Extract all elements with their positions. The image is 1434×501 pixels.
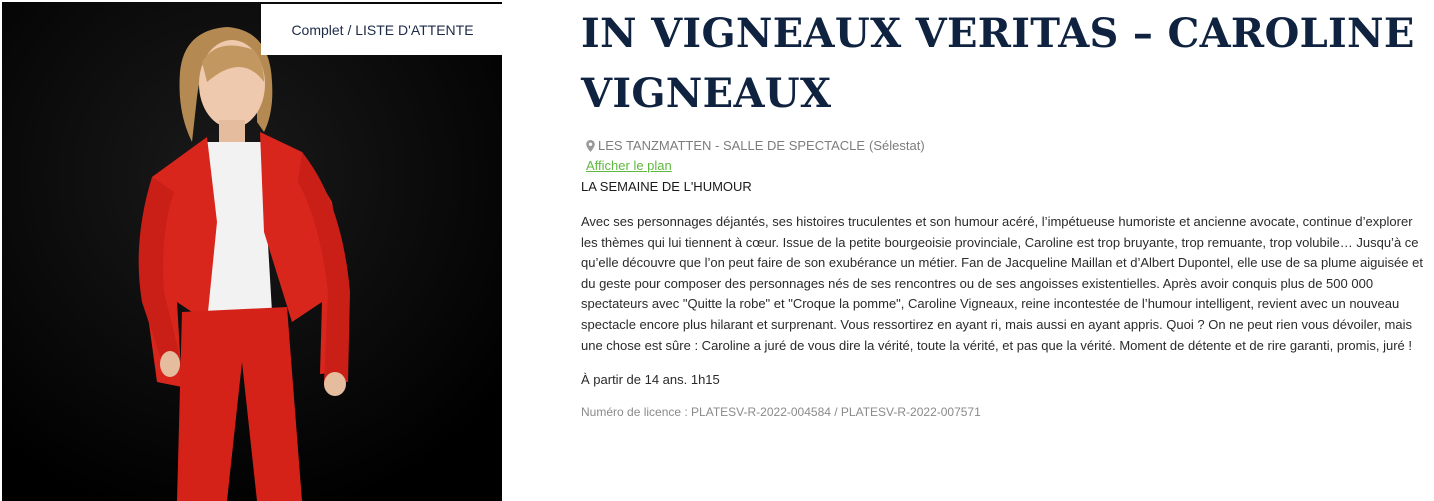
status-badge: Complet / LISTE D'ATTENTE [261, 4, 502, 55]
event-category: LA SEMAINE DE L'HUMOUR [581, 179, 752, 194]
performer-illustration [2, 2, 502, 501]
show-map-link[interactable]: Afficher le plan [586, 158, 672, 173]
location-pin-icon [586, 140, 595, 152]
age-duration: À partir de 14 ans. 1h15 [581, 372, 720, 388]
page-title: IN VIGNEAUX VERITAS – CAROLINE VIGNEAUX [581, 10, 1415, 117]
license-number: Numéro de licence : PLATESV-R-2022-004584 / PLATESV-R-2022-007571 [581, 405, 981, 420]
event-description: Avec ses personnages déjantés, ses histoires truculentes et son humour acéré, l’impétueuse humoriste et ancienne avocate, continue d’explorer les thèmes qui lui tiennent à cœur. Issue de la petite bourgeoisie provinciale, Caroline est trop bruyante, trop remuante, trop volubile… Jusqu’à ce qu’elle découvre que l’on peut faire de son exubérance un métier. Fan de Jacqueline Maillan et d’Albert Dupontel, elle use de sa plume aiguisée et du geste pour composer des personnages nés de ses rencontres ou de ses angoisses existentielles. Après avoir conquis plus de 500 000 spectateurs avec "Quitte la robe" et "Croque la pomme", Caroline Vigneaux, reine incontestée de l’humour intelligent, revient avec un nouveau spectacle encore plus hilarant et surprenant. Vous ressortirez en ayant ri, mais aussi en ayant appris. Quoi ? On ne peut rien vous dévoiler, mais une chose est sûre : Caroline a juré de vous dire la vérité, toute la vérité, et pas que la vérité. Moment de détente et de rire garanti, promis, juré ! [581, 214, 1423, 353]
venue-line [586, 138, 1426, 153]
event-details [581, 4, 1426, 419]
venue-city: (Sélestat) [869, 138, 925, 153]
event-photo [2, 2, 502, 501]
venue-name: LES TANZMATTEN - SALLE DE SPECTACLE [598, 138, 866, 153]
